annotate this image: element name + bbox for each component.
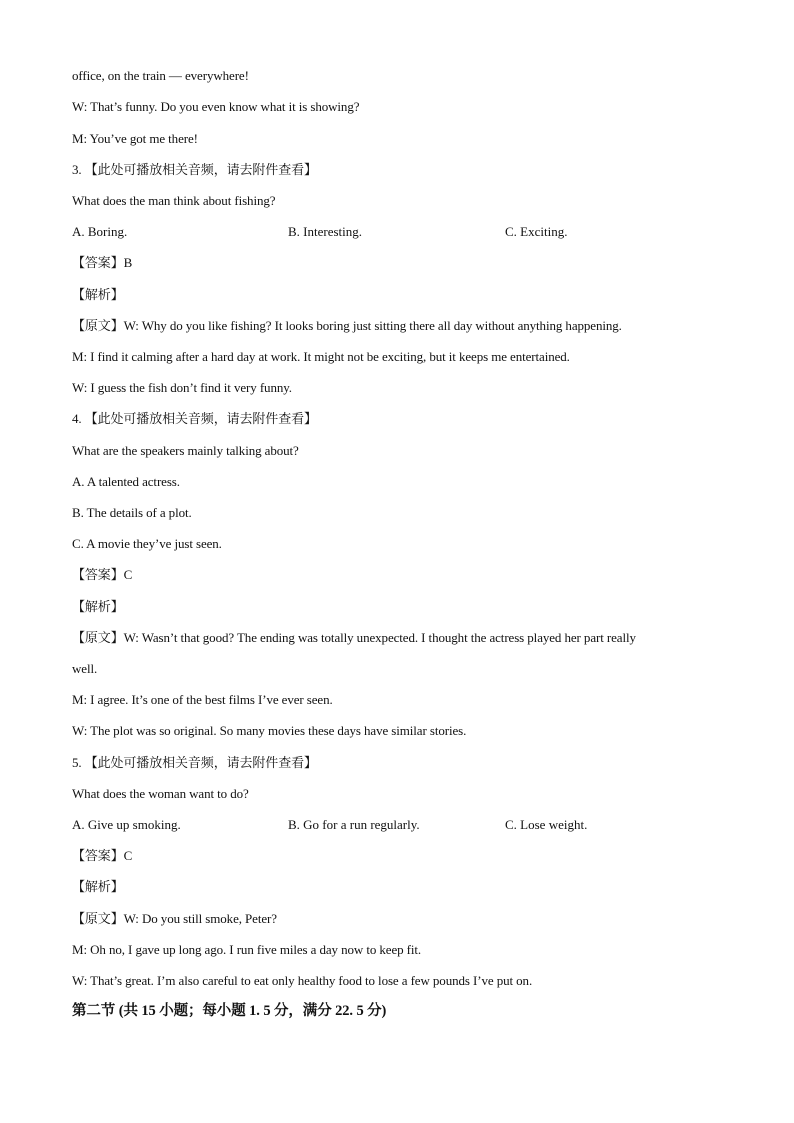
q5-answer: 【答案】C bbox=[72, 848, 133, 863]
q4-transcript-1-cont: well. bbox=[72, 661, 98, 676]
section-heading: 第二节 (共 15 小题；每小题 1. 5 分，满分 22. 5 分) bbox=[72, 1003, 387, 1019]
q5-option-a: A. Give up smoking. bbox=[72, 817, 181, 832]
q4-option-a: A. A talented actress. bbox=[72, 474, 180, 489]
q5-transcript-1: 【原文】W: Do you still smoke, Peter? bbox=[72, 911, 277, 926]
q4-option-b: B. The details of a plot. bbox=[72, 505, 192, 520]
question-3-heading: 3. 【此处可播放相关音频，请去附件查看】 bbox=[72, 162, 317, 177]
transcript-line: W: That’s funny. Do you even know what it is showing? bbox=[72, 99, 360, 114]
q4-transcript-1: 【原文】W: Wasn’t that good? The ending was totally unexpected. I thought the actress played her part really bbox=[72, 630, 636, 645]
transcript-line: office, on the train — everywhere! bbox=[72, 68, 249, 83]
q3-option-b: B. Interesting. bbox=[288, 224, 363, 239]
q5-transcript-2: M: Oh no, I gave up long ago. I run five miles a day now to keep fit. bbox=[72, 942, 422, 957]
question-5-text: What does the woman want to do? bbox=[72, 786, 249, 801]
q3-option-c: C. Exciting. bbox=[505, 224, 568, 239]
q4-transcript-2: M: I agree. It’s one of the best films I’ve ever seen. bbox=[72, 692, 333, 707]
q5-option-c: C. Lose weight. bbox=[505, 817, 588, 832]
q5-analysis-label: 【解析】 bbox=[72, 879, 124, 894]
transcript-line: M: You’ve got me there! bbox=[72, 131, 198, 146]
question-4-text: What are the speakers mainly talking about? bbox=[72, 443, 299, 458]
q3-transcript-2: M: I find it calming after a hard day at work. It might not be exciting, but it keeps me entertained. bbox=[72, 349, 570, 364]
q3-transcript-3: W: I guess the fish don’t find it very funny. bbox=[72, 380, 292, 395]
q3-analysis-label: 【解析】 bbox=[72, 287, 124, 302]
q4-analysis-label: 【解析】 bbox=[72, 599, 124, 614]
q3-option-a: A. Boring. bbox=[72, 224, 128, 239]
q5-transcript-3: W: That’s great. I’m also careful to eat only healthy food to lose a few pounds I’ve put on. bbox=[72, 973, 533, 988]
q4-transcript-3: W: The plot was so original. So many movies these days have similar stories. bbox=[72, 723, 467, 738]
q5-option-b: B. Go for a run regularly. bbox=[288, 817, 420, 832]
q3-answer: 【答案】B bbox=[72, 255, 133, 270]
q4-option-c: C. A movie they’ve just seen. bbox=[72, 536, 222, 551]
q4-answer: 【答案】C bbox=[72, 567, 133, 582]
question-3-text: What does the man think about fishing? bbox=[72, 193, 276, 208]
question-5-heading: 5. 【此处可播放相关音频，请去附件查看】 bbox=[72, 755, 317, 770]
question-4-heading: 4. 【此处可播放相关音频，请去附件查看】 bbox=[72, 411, 317, 426]
q3-transcript-1: 【原文】W: Why do you like fishing? It looks boring just sitting there all day without anything happening. bbox=[72, 318, 622, 333]
